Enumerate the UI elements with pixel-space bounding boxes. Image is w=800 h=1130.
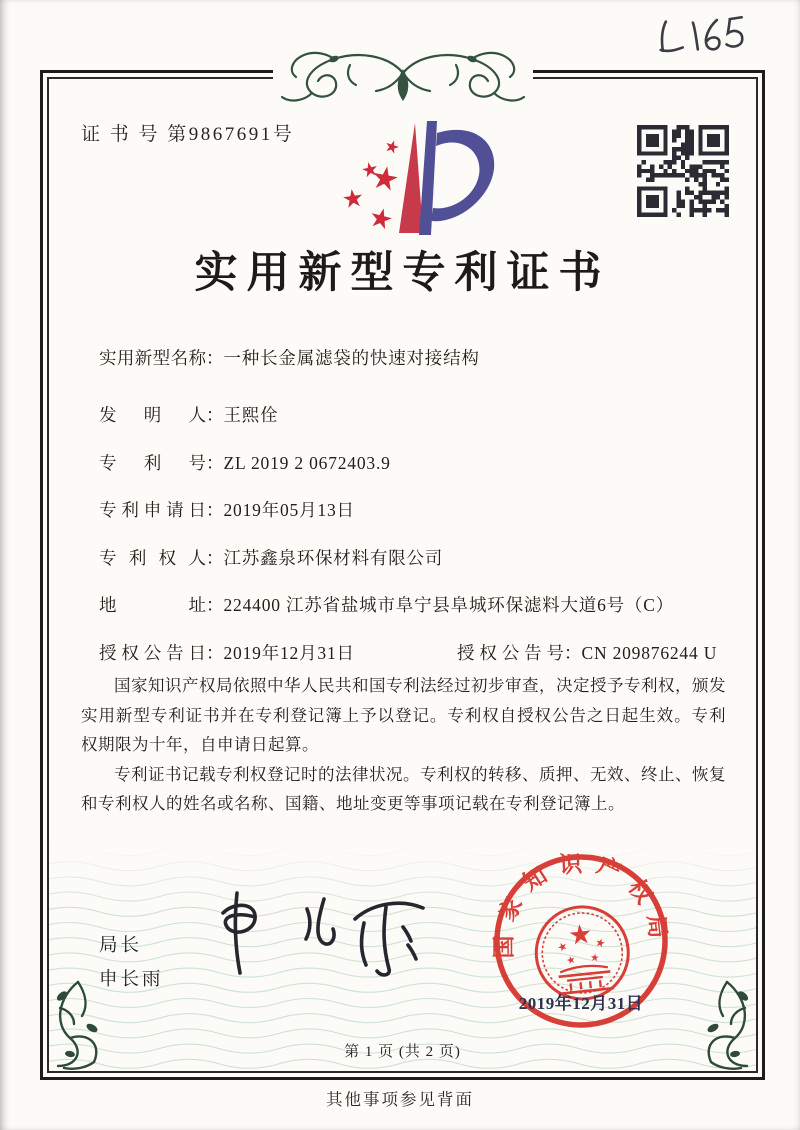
field-label: 发 明 人 xyxy=(99,405,206,425)
field-address: 地 址 ：224400 江苏省盐城市阜宁县阜城环保滤料大道6号（C） xyxy=(99,592,732,621)
field-value: 2019年12月31日 xyxy=(223,642,355,663)
top-ornament xyxy=(238,43,568,117)
signer-block xyxy=(99,929,164,997)
field-label: 专 利 号 xyxy=(99,452,206,473)
field-grant-number: 授 权 公 告 号 ：CN 209876244 U xyxy=(457,640,717,665)
field-value: CN 209876244 U xyxy=(581,642,718,663)
svg-text:国家知识产权局 xyxy=(483,843,672,967)
certificate-frame xyxy=(40,70,765,1080)
seal-date: 2019年12月31日 xyxy=(518,994,644,1013)
field-inventor: 发 明 人 ：王熙佺 xyxy=(99,402,732,431)
field-patent-number: 专 利 号 ：ZL 2019 2 0672403.9 xyxy=(99,450,732,479)
legal-text xyxy=(81,671,726,819)
field-value: 224400 江苏省盐城市阜宁县阜城环保滤料大道6号（C） xyxy=(223,595,674,615)
field-value: 一种长金属滤袋的快速对接结构 xyxy=(223,348,480,368)
field-label: 授 权 公 告 日 xyxy=(99,642,206,663)
back-note: 其他事项参见背面 xyxy=(326,1090,474,1109)
field-label: 专 利 申 请 日 xyxy=(99,500,206,520)
signer-name: 申长雨 xyxy=(99,970,164,990)
field-list xyxy=(99,345,732,687)
field-value: 江苏鑫泉环保材料有限公司 xyxy=(223,547,444,568)
seal-arc-text: 国家知识产权局 xyxy=(491,850,672,959)
field-value: ZL 2019 2 0672403.9 xyxy=(223,452,391,473)
paragraph-grant-statement: 国家知识产权局依照中华人民共和国专利法经过初步审查，决定授予专利权，颁发实用新型专利证书并在专利登记簿上予以登记。专利权自授权公告之日起生效。专利权期限为十年，自申请日起算。 xyxy=(81,676,726,754)
field-application-date: 专 利 申 请 日 ：2019年05月13日 xyxy=(99,497,732,526)
cnipa-logo xyxy=(339,113,504,245)
field-value: 王熙佺 xyxy=(223,405,279,425)
qr-code xyxy=(637,125,729,217)
director-signature xyxy=(203,881,453,985)
field-patentee: 专 利 权 人 ：江苏鑫泉环保材料有限公司 xyxy=(99,545,732,574)
field-label: 地 址 xyxy=(99,595,206,615)
page-number: 第 1 页 (共 2 页) xyxy=(344,1044,461,1060)
paragraph-registry-statement: 专利证书记载专利权登记时的法律状况。专利权的转移、质押、无效、终止、恢复和专利权人的姓名或名称、国籍、地址变更等事项记载在专利登记簿上。 xyxy=(81,764,726,813)
field-value: 2019年05月13日 xyxy=(223,500,355,520)
handwritten-note xyxy=(646,8,759,66)
field-label: 实 用 新 型 名 称 xyxy=(99,348,206,368)
certificate-number: 证 书 号 第9867691号 xyxy=(81,124,295,145)
signer-title: 局长 xyxy=(99,936,143,956)
field-label: 授 权 公 告 号 xyxy=(457,642,564,663)
field-grant-announcement: 授 权 公 告 日 ：2019年12月31日 授 权 公 告 号 ：CN 209876244 U xyxy=(99,640,732,669)
field-label: 专 利 权 人 xyxy=(99,547,206,568)
certificate-title: 实用新型专利证书 xyxy=(194,250,611,297)
field-utility-model-name: 实 用 新 型 名 称 ：一种长金属滤袋的快速对接结构 xyxy=(99,345,732,374)
